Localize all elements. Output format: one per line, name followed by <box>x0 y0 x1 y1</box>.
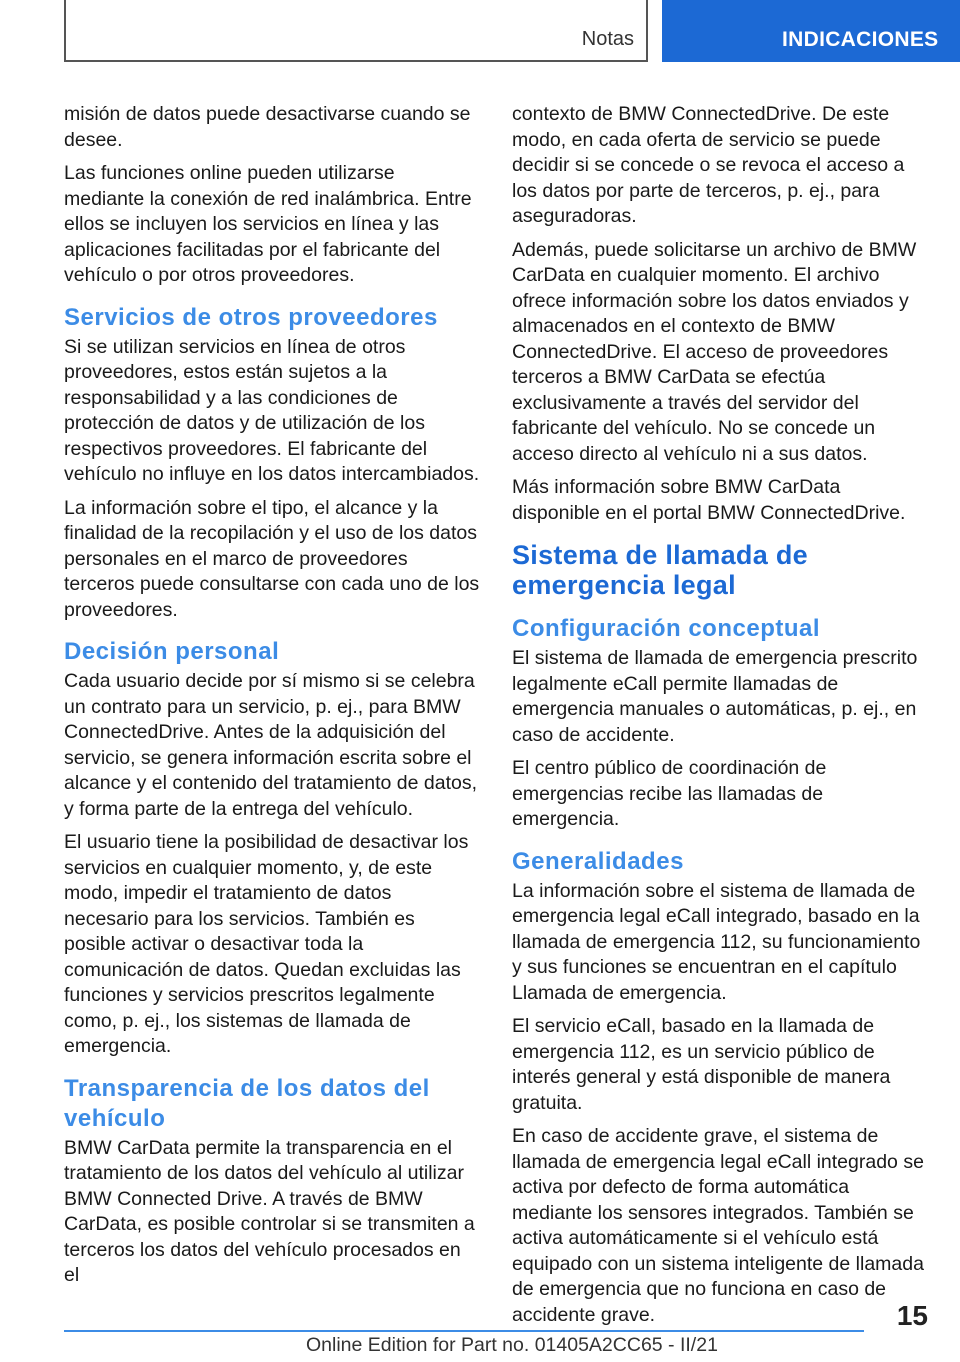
header-notas: Notas <box>581 28 634 50</box>
page-number: 15 <box>896 1300 928 1331</box>
heading-decision: Decisión personal <box>64 638 280 665</box>
column-right <box>512 102 928 1336</box>
paragraph: El sistema de llamada de emergencia prescrito legalmente eCall permite llamadas de emergencia manuales o automáticas, p. ej., en caso de accidente. <box>512 647 918 746</box>
heading-configuracion: Configuración conceptual <box>512 615 821 642</box>
paragraph: El centro público de coordinación de emergencias recibe las llamadas de emergencia. <box>512 757 827 830</box>
column-left <box>64 102 480 1297</box>
paragraph: La información sobre el tipo, el alcance y la finalidad de la recopilación y el uso de los datos personales en el marco de proveedores terceros puede consultarse con cada uno de los proveedores. <box>64 496 480 621</box>
paragraph: contexto de BMW ConnectedDrive. De este modo, en cada oferta de servicio se puede decidir si se concede o se revoca el acceso a los datos por parte de terceros, p. ej., para aseguradoras. <box>512 103 905 227</box>
paragraph: Si se utilizan servicios en línea de otros proveedores, estos están sujetos a la responsabilidad y a las condiciones de protección de datos y de utilización de los respectivos proveedores. El fabricante del vehículo no influye en los datos intercambiados. <box>64 335 480 485</box>
heading-sistema: Sistema de llamada de emergencia legal <box>512 540 808 600</box>
header-box <box>64 0 648 62</box>
paragraph: misión de datos puede desactivarse cuando se desee. <box>64 103 471 151</box>
paragraph: BMW CarData permite la transparencia en el tratamiento de los datos del vehículo al utilizar BMW Connected Drive. A través de BMW CarData, es posible controlar si se transmiten a terceros los datos del vehículo procesados en el <box>64 1136 475 1286</box>
paragraph: El usuario tiene la posibilidad de desactivar los servicios en cualquier momento, y, de este modo, impedir el tratamiento de datos necesario para los servicios. También es posible activar o desactivar toda la comunicación de datos. Quedan excluidas las funciones y servicios prescritos legalmente como, p. ej., los sistemas de llamada de emergencia. <box>64 831 469 1057</box>
paragraph: El servicio eCall, basado en la llamada de emergencia 112, es un servicio público de interés general y está disponible de manera gratuita. <box>512 1015 891 1114</box>
paragraph: En caso de accidente grave, el sistema de llamada de emergencia legal eCall integrado se activa por defecto de forma automática mediante los sensores integrados. También se activa automáticamente si el vehículo está equipado con un sistema inteligente de llamada de emergencia que no funciona en caso de accidente grave. <box>512 1125 924 1326</box>
paragraph: La información sobre el sistema de llamada de emergencia legal eCall integrado, basado en la llamada de emergencia 112, su funcionamiento y sus funciones se encuentran en el capítulo Llamada de emergencia. <box>512 879 921 1004</box>
footer-divider <box>64 1330 864 1332</box>
footer-edition: Online Edition for Part no. 01405A2CC65 - II/21 <box>306 1334 718 1356</box>
header-section-tab: INDICACIONES <box>662 0 960 62</box>
heading-servicios: Servicios de otros proveedores <box>64 303 438 331</box>
paragraph: Además, puede solicitarse un archivo de BMW CarData en cualquier momento. El archivo ofrece información sobre los datos enviados y almacenados en el contexto de BMW ConnectedDrive. El acceso de proveedores terceros a BMW CarData se efectúa exclusivamente a través del servidor del fabricante del vehículo. No se concede un acceso directo al vehículo ni a sus datos. <box>512 238 917 465</box>
paragraph: Más información sobre BMW CarData disponible en el portal BMW ConnectedDrive. <box>512 476 906 524</box>
heading-generalidades: Generalidades <box>512 847 684 875</box>
paragraph: Cada usuario decide por sí mismo si se celebra un contrato para un servicio, p. ej., para BMW ConnectedDrive. Antes de la adquisición del servicio, se genera información escrita sobre el alcance y el contenido del tratamiento de datos, y forma parte de la entrega del vehículo. <box>64 670 478 820</box>
heading-transparencia: Transparencia de los datos del vehículo <box>64 1074 430 1132</box>
paragraph: Las funciones online pueden utilizarse mediante la conexión de red inalámbrica. Entre ellos se incluyen los servicios en línea y las aplicaciones facilitadas por el fabricante del vehículo o por otros proveedores. <box>64 162 472 286</box>
